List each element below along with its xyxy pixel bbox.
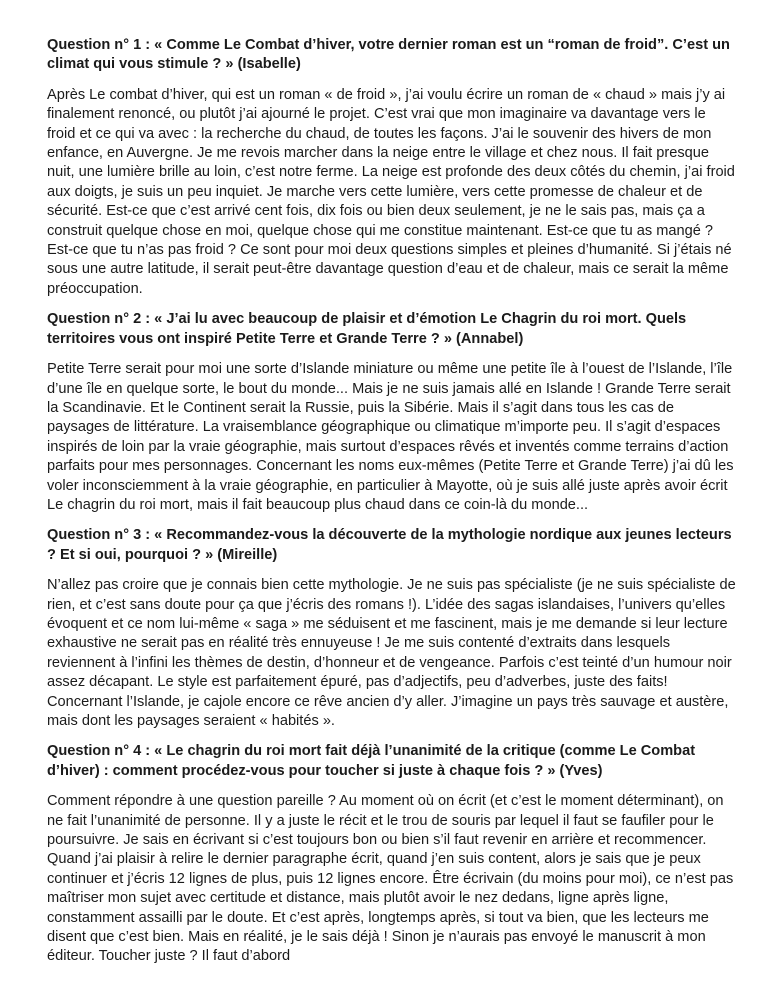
answer-2: Petite Terre serait pour moi une sorte d’Islande miniature ou même une petite île à l’ouest de l’Islande, l’île d’une île en quelque sorte, le bout du monde... Mais je ne suis jamais allé en Islande ! Grande Terre serait la Scandinavie. Et le Continent serait la Russie, puis la Sibérie. Mais il s’agit dans tous les cas de paysages de littérature. La vraisemblance géographique ou climatique m’importe peu. Il s’agit d’espaces inspirés de loin par la vraie géographie, mais surtout d’espaces rêvés et inventés comme terrains d’action parfaits pour mes personnages. Concernant les noms eux-mêmes (Petite Terre et Grande Terre) j’ai dû les voler inconsciemment à la vraie géographie, en particulier à Mayotte, où je suis allé juste après avoir écrit Le chagrin du roi mort, mais il fait beaucoup plus chaud dans ce coin-là du monde... (47, 361, 734, 513)
question-3: Question n° 3 : « Recommandez-vous la découverte de la mythologie nordique aux jeunes lecteurs ? Et si oui, pourquoi ? » (Mireille) (47, 527, 732, 563)
qa-section-3 (47, 526, 737, 731)
qa-section-2 (47, 310, 737, 515)
answer-4: Comment répondre à une question pareille ? Au moment où on écrit (et c’est le moment déterminant), on ne fait l’unanimité de personne. Il y a juste le récit et le trou de souris par lequel il faut se faufiler pour le poursuivre. Je sais en écrivant si c’est toujours bon ou bien s’il faut revenir en arrière et recommencer. Quand j’ai plaisir à relire le dernier paragraphe écrit, quand j’en suis content, alors je sais que je peux continuer et j’écris 12 lignes de plus, puis 12 lignes encore. Être écrivain (du moins pour moi), ce n’est pas maîtriser mon sujet avec certitude et distance, mais plutôt avoir le nez dedans, ligne après ligne, constamment assailli par le doute. Et c’est après, longtemps après, si tout va bien, que les lecteurs me disent que c’est bien. Mais en réalité, je le sais déjà ! Sinon je n’aurais pas envoyé le manuscrit à mon éditeur. Toucher juste ? Il faut d’abord (47, 793, 734, 965)
document-page (47, 36, 737, 978)
question-2: Question n° 2 : « J’ai lu avec beaucoup de plaisir et d’émotion Le Chagrin du roi mort. Quels territoires vous ont inspiré Petite Terre et Grande Terre ? » (Annabel) (47, 311, 687, 347)
qa-section-4 (47, 742, 737, 966)
question-4: Question n° 4 : « Le chagrin du roi mort fait déjà l’unanimité de la critique (comme Le Combat d’hiver) : comment procédez-vous pour toucher si juste à chaque fois ? » (Yves) (47, 743, 696, 779)
qa-section-1 (47, 36, 737, 299)
answer-3: N’allez pas croire que je connais bien cette mythologie. Je ne suis pas spécialiste (je ne suis spécialiste de rien, et c’est sans doute pour ça que j’écris des romans !). L’idée des sagas islandaises, l’univers qu’elles évoquent et ce nom lui-même « saga » me séduisent et me fascinent, mais je me demande si leur lecture exhaustive ne serait pas en réalité très ennuyeuse ! Je me suis contenté d’extraits dans lesquels reviennent à l’infini les thèmes de destin, d’honneur et de vengeance. Parfois c’est teinté d’un humour noir assez décapant. Le style est parfaitement épuré, pas d’adjectifs, peu d’adverbes, juste des faits! Concernant l’Islande, je cajole encore ce rêve ancien d’y aller. J’imagine un pays très sauvage et austère, mais dont les paysages seraient « habités ». (47, 577, 736, 729)
answer-1: Après Le combat d’hiver, qui est un roman « de froid », j’ai voulu écrire un roman de « chaud » mais j’y ai finalement renoncé, ou plutôt j’ai ajourné le projet. C’est vrai que mon imaginaire va davantage vers le froid et ce qui va avec : la recherche du chaud, de toutes les façons. J’ai le souvenir des hivers de mon enfance, en Auvergne. Je me revois marcher dans la neige entre le village et chez nous. Il fait presque nuit, une lumière brille au loin, c’est notre ferme. La neige est profonde des deux côtés du chemin, j’ai froid aux doigts, je suis un peu inquiet. Je marche vers cette lumière, vers cette promesse de chaleur et de sécurité. Est-ce que c’est arrivé cent fois, dix fois ou bien deux seulement, je ne le sais pas, mais ça a construit quelque chose en moi, quelque chose qui me constitue maintenant. Est-ce que tu as mangé ? Est-ce que tu n’as pas froid ? Ce sont pour moi deux questions simples et pleines d’humanité. Si j’étais né sous une autre latitude, il serait peut-être davantage question d’eau et de chaleur, mais ce serait la même préoccupation. (47, 86, 735, 297)
question-1: Question n° 1 : « Comme Le Combat d’hiver, votre dernier roman est un “roman de froid”. C’est un climat qui vous stimule ? » (Isabelle) (47, 37, 730, 73)
